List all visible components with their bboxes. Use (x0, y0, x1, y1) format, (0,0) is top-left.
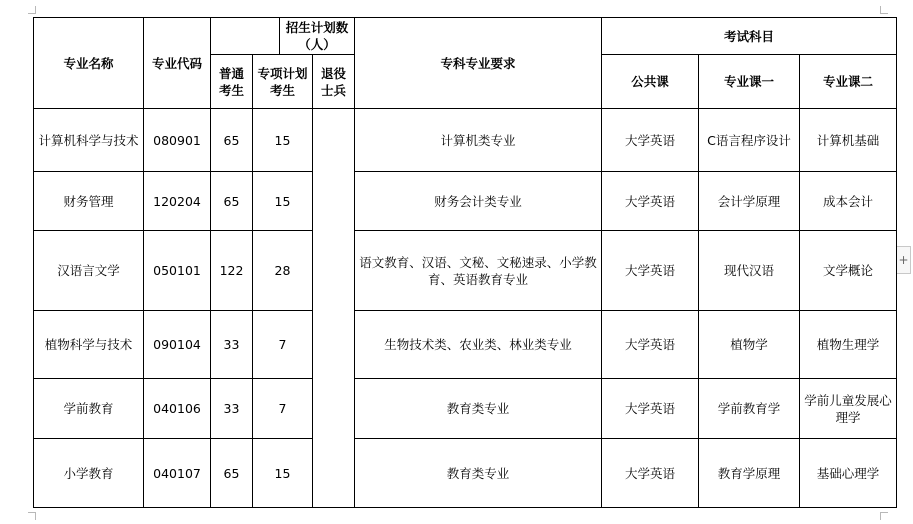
cell-exam-public: 大学英语 (602, 311, 699, 379)
header-row (34, 18, 897, 55)
header-major-code: 专业代码 (144, 18, 211, 109)
cell-exam-major1: 学前教育学 (699, 379, 800, 439)
cell-plan-general: 65 (211, 172, 253, 231)
cell-requirement: 教育类专业 (355, 439, 602, 508)
cell-exam-major1: C语言程序设计 (699, 109, 800, 172)
page-corner-mark (880, 6, 888, 14)
cell-major-code: 080901 (144, 109, 211, 172)
cell-major-code: 050101 (144, 231, 211, 311)
cell-exam-major1: 会计学原理 (699, 172, 800, 231)
cell-exam-major1: 植物学 (699, 311, 800, 379)
cell-plan-veteran (313, 109, 355, 508)
cell-exam-major2: 计算机基础 (800, 109, 897, 172)
cell-exam-major2: 植物生理学 (800, 311, 897, 379)
cell-exam-public: 大学英语 (602, 231, 699, 311)
expand-icon[interactable]: + (896, 246, 911, 274)
header-exam-public: 公共课 (602, 55, 699, 109)
header-plan-group (211, 18, 355, 55)
header-plan-special: 专项计划考生 (253, 55, 313, 109)
cell-plan-general: 65 (211, 439, 253, 508)
table-row (34, 231, 897, 311)
cell-exam-major1: 教育学原理 (699, 439, 800, 508)
cell-requirement: 生物技术类、农业类、林业类专业 (355, 311, 602, 379)
header-plan-veteran: 退役士兵 (313, 55, 355, 109)
cell-plan-special: 15 (253, 109, 313, 172)
header-exam-group: 考试科目 (602, 18, 897, 55)
cell-major-code: 040107 (144, 439, 211, 508)
cell-exam-major1: 现代汉语 (699, 231, 800, 311)
cell-major-code: 040106 (144, 379, 211, 439)
cell-requirement: 教育类专业 (355, 379, 602, 439)
header-requirement: 专科专业要求 (355, 18, 602, 109)
enrollment-table (33, 17, 897, 508)
cell-plan-general: 122 (211, 231, 253, 311)
cell-plan-general: 33 (211, 379, 253, 439)
cell-major-name: 学前教育 (34, 379, 144, 439)
page-corner-mark (28, 6, 36, 14)
cell-exam-public: 大学英语 (602, 439, 699, 508)
cell-major-name: 植物科学与技术 (34, 311, 144, 379)
table-row (34, 109, 897, 172)
cell-major-name: 财务管理 (34, 172, 144, 231)
page-corner-mark (28, 512, 36, 520)
cell-plan-special: 28 (253, 231, 313, 311)
table-row (34, 311, 897, 379)
cell-exam-public: 大学英语 (602, 172, 699, 231)
cell-exam-major2: 学前儿童发展心理学 (800, 379, 897, 439)
header-plan-label: 招生计划数（人） (279, 18, 354, 54)
cell-exam-public: 大学英语 (602, 109, 699, 172)
cell-major-code: 090104 (144, 311, 211, 379)
cell-exam-major2: 文学概论 (800, 231, 897, 311)
header-major-name: 专业名称 (34, 18, 144, 109)
cell-major-name: 汉语言文学 (34, 231, 144, 311)
cell-requirement: 财务会计类专业 (355, 172, 602, 231)
cell-exam-major2: 成本会计 (800, 172, 897, 231)
cell-major-name: 小学教育 (34, 439, 144, 508)
cell-major-code: 120204 (144, 172, 211, 231)
header-exam-major1: 专业课一 (699, 55, 800, 109)
cell-exam-public: 大学英语 (602, 379, 699, 439)
cell-plan-general: 65 (211, 109, 253, 172)
cell-exam-major2: 基础心理学 (800, 439, 897, 508)
cell-plan-special: 7 (253, 311, 313, 379)
page-corner-mark (880, 512, 888, 520)
header-plan-general: 普通考生 (211, 55, 253, 109)
cell-major-name: 计算机科学与技术 (34, 109, 144, 172)
table-row (34, 172, 897, 231)
table-row (34, 379, 897, 439)
cell-plan-general: 33 (211, 311, 253, 379)
cell-requirement: 语文教育、汉语、文秘、文秘速录、小学教育、英语教育专业 (355, 231, 602, 311)
header-plan-blank (211, 18, 279, 54)
cell-plan-special: 7 (253, 379, 313, 439)
table-row (34, 439, 897, 508)
header-exam-major2: 专业课二 (800, 55, 897, 109)
cell-plan-special: 15 (253, 439, 313, 508)
cell-plan-special: 15 (253, 172, 313, 231)
cell-requirement: 计算机类专业 (355, 109, 602, 172)
